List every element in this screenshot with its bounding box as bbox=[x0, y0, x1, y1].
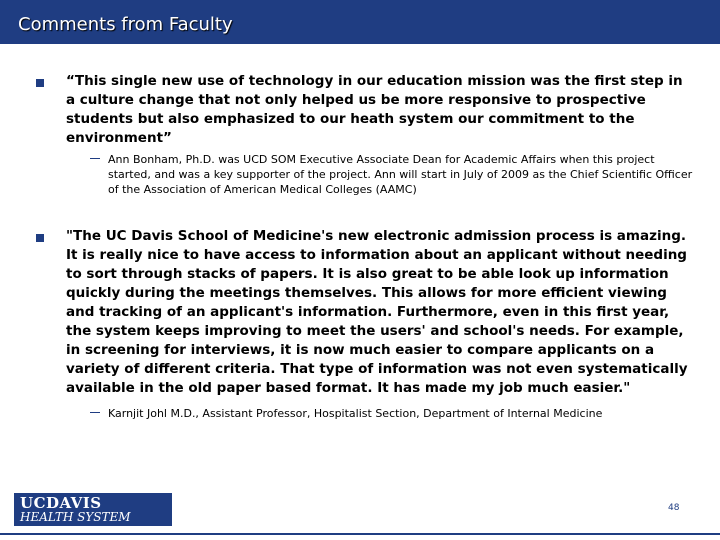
page-number: 48 bbox=[668, 503, 680, 513]
dash-icon bbox=[90, 412, 100, 413]
dash-icon bbox=[90, 158, 100, 159]
bottom-divider bbox=[0, 533, 720, 535]
bullet-icon bbox=[36, 234, 44, 242]
comment-attribution: Ann Bonham, Ph.D. was UCD SOM Executive Associate Dean for Academic Affairs when this project started, and was a key supporter of the project. Ann will start in July of 2009 as the Chief Scientific Officer of the Association of American Medical Colleges (AAMC) bbox=[108, 153, 693, 196]
comment-attribution: Karnjit Johl M.D., Assistant Professor, Hospitalist Section, Department of Internal Medicine bbox=[108, 407, 603, 420]
logo-line2: HEALTH SYSTEM bbox=[20, 510, 131, 524]
title-bar bbox=[0, 0, 720, 44]
bullet-icon bbox=[36, 79, 44, 87]
comment-quote: “This single new use of technology in our education mission was the first step in a culture change that not only helped us be more responsive to prospective students but also emphasized to our heath system our commitment to the environment” bbox=[66, 73, 683, 146]
slide-title: Comments from Faculty bbox=[18, 14, 233, 35]
logo-line1: UCDAVIS bbox=[20, 494, 102, 512]
ucdavis-health-logo bbox=[14, 493, 172, 526]
comment-quote: "The UC Davis School of Medicine's new electronic admission process is amazing. It is really nice to have access to information about an applicant without needing to sort through stacks of papers. It is also great to be able look up information quickly during the meetings themselves. This allows for more efficient viewing and tracking of an applicant's information. Furthermore, even in this first year, the system keeps improving to meet the users' and school's needs. For example, in screening for interviews, it is now much easier to compare applicants on a variety of different criteria. That type of information was not even systematically available in the old paper based format. It has made my job much easier." bbox=[66, 228, 688, 396]
